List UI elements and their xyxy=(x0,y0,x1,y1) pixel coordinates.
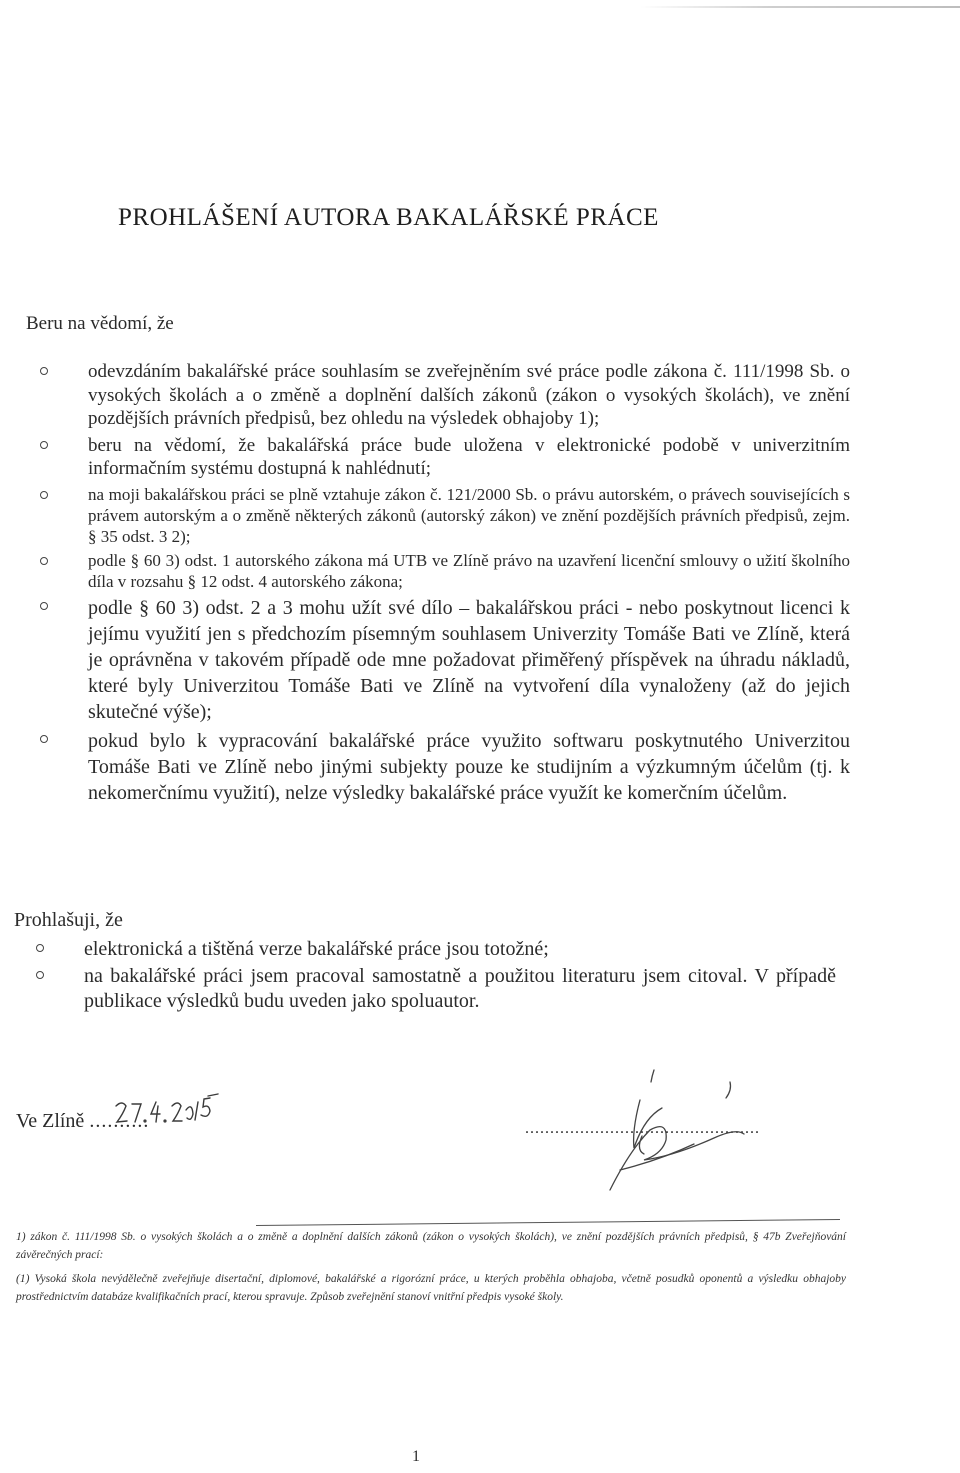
bullet-icon xyxy=(40,735,48,743)
footnote: 1) zákon č. 111/1998 Sb. o vysokých školách a o změně a doplnění dalších zákonů (zákon o vysokých školách), ve znění pozdějších právních předpisů, § 47b Zveřejňování závěrečných prací: xyxy=(16,1231,846,1261)
list-item-text: na bakalářské práci jsem pracoval samostatně a použitou literaturu jsem citoval. V případě publikace výsledků budu uveden jako spoluautor. xyxy=(84,965,836,1012)
list-item-text: beru na vědomí, že bakalářská práce bude uložena v elektronické podobě v univerzitním informačním systému dostupná k nahlédnutí; xyxy=(88,434,850,479)
bullet-icon xyxy=(40,602,48,610)
signature-line: ............................................... xyxy=(525,1120,760,1137)
list-item xyxy=(40,728,850,806)
scan-artifact-line xyxy=(640,6,960,8)
list-item xyxy=(40,484,850,547)
bullet-icon xyxy=(40,557,48,565)
acknowledgement-list xyxy=(40,360,850,809)
footnote: (1) Vysoká škola nevýdělečně zveřejňuje disertační, diplomové, bakalářské a rigorózní práce, u kterých proběhla obhajoba, včetně posudků oponentů a výsledku obhajoby prostřednictvím databáze kvalifikačních prací, kterou spravuje. Způsob zveřejnění stanoví vnitřní předpis vysoké školy. xyxy=(16,1273,846,1303)
handwritten-date xyxy=(110,1088,240,1134)
list-item xyxy=(36,964,836,1014)
document-title: PROHLÁŠENÍ AUTORA BAKALÁŘSKÉ PRÁCE xyxy=(118,204,659,231)
bullet-icon xyxy=(40,491,48,499)
declaration-list xyxy=(36,937,836,1016)
handwritten-signature xyxy=(580,1060,760,1200)
list-item-text: podle § 60 3) odst. 2 a 3 mohu užít své dílo – bakalářskou práci - nebo poskytnout licenci k jejímu využití jen s předchozím písemným souhlasem Univerzity Tomáše Bati ve Zlíně, která je oprávněna v takovém případě ode mne požadovat přiměřený příspěvek na úhradu nákladů, které byly Univerzitou Tomáše Bati ve Zlíně na vytvoření díla vynaloženy (až do jejich skutečné výše); xyxy=(88,596,850,723)
list-item-text: pokud bylo k vypracování bakalářské práce využito softwaru poskytnutého Univerzitou Tomáše Bati ve Zlíně nebo jinými subjekty pouze ke studijním a výzkumným účelům (tj. k nekomerčnímu využití), nelze výsledky bakalářské práce využít ke komerčním účelům. xyxy=(88,729,850,804)
place-dots: .......... xyxy=(89,1110,150,1132)
footnotes xyxy=(16,1228,846,1312)
place-label: Ve Zlíně xyxy=(16,1110,85,1132)
list-item-text: na moji bakalářskou práci se plně vztahuje zákon č. 121/2000 Sb. o právu autorském, o právech souvisejících s právem autorským a o změně některých zákonů (autorský zákon) ve znění pozdějších právních předpisů, zejm. § 35 odst. 3 2); xyxy=(88,484,850,546)
list-item xyxy=(40,550,850,592)
bullet-icon xyxy=(36,944,44,952)
list-item-text: odevzdáním bakalářské práce souhlasím se zveřejněním své práce podle zákona č. 111/1998 Sb. o vysokých školách a o změně a doplnění dalších zákonů (zákon o vysokých školách), ve znění pozdějších právních předpisů, bez ohledu na výsledek obhajoby 1); xyxy=(88,361,850,429)
bullet-icon xyxy=(40,441,48,449)
bullet-icon xyxy=(40,367,48,375)
list-item xyxy=(36,937,836,962)
list-item xyxy=(40,360,850,431)
declaration-intro: Prohlašuji, že xyxy=(14,909,123,931)
page-number: 1 xyxy=(412,1448,420,1465)
acknowledgement-intro: Beru na vědomí, že xyxy=(26,313,174,334)
bullet-icon xyxy=(36,971,44,979)
list-item xyxy=(40,434,850,481)
list-item-text: elektronická a tištěná verze bakalářské práce jsou totožné; xyxy=(84,938,549,960)
footnote-divider xyxy=(256,1219,840,1226)
list-item-text: podle § 60 3) odst. 1 autorského zákona má UTB ve Zlíně právo na uzavření licenční smlouvy o užití školního díla v rozsahu § 12 odst. 4 autorského zákona; xyxy=(88,550,850,591)
list-item xyxy=(40,595,850,725)
